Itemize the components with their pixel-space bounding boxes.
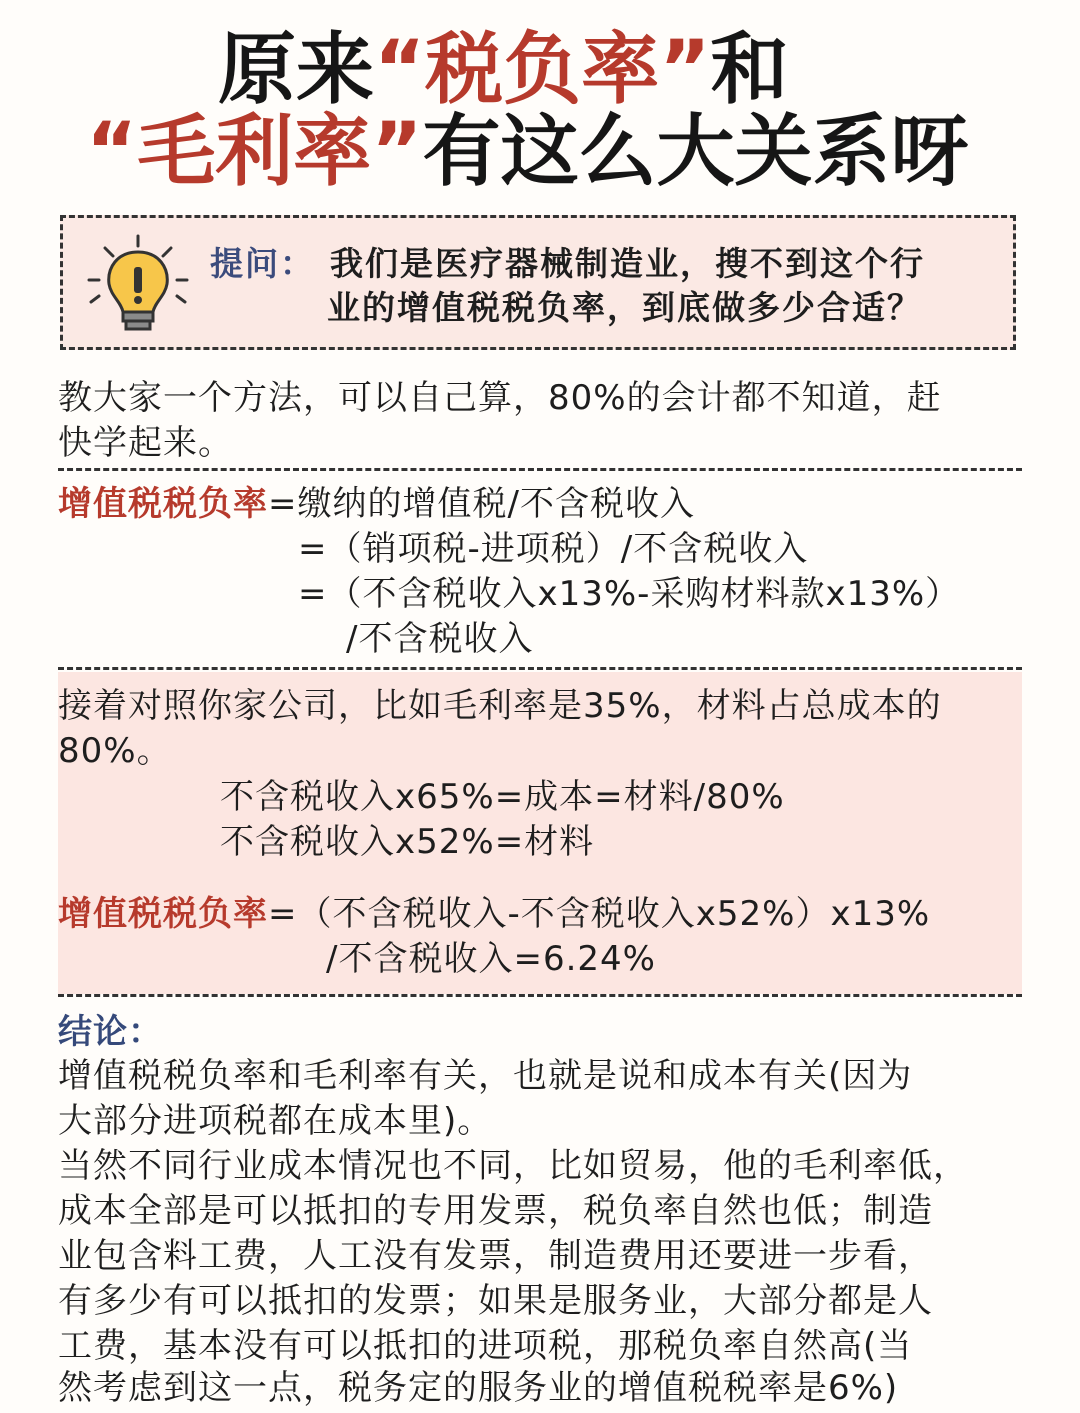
example-line1: 接着对照你家公司，比如毛利率是35%，材料占总成本的: [58, 686, 942, 726]
example-calc1: 不含税收入x65%=成本=材料/80%: [220, 777, 785, 817]
title-highlight: “税负率”: [374, 25, 711, 115]
title-highlight: “毛利率”: [86, 107, 423, 197]
intro-line1: 教大家一个方法，可以自己算，80%的会计都不知道，赶: [58, 378, 942, 418]
question-box: [60, 215, 1016, 350]
question-text-line2: 业的增值税税负率，到底做多少合适？: [327, 288, 922, 327]
example-line2: 80%。: [58, 731, 172, 771]
conclusion-line: 当然不同行业成本情况也不同，比如贸易，他的毛利率低，: [58, 1146, 968, 1186]
formula-label: 增值税税负率: [58, 484, 268, 524]
page-title-line1: [218, 25, 1080, 115]
example-calc2: 不含税收入x52%=材料: [220, 822, 595, 862]
intro-line2: 快学起来。: [58, 423, 233, 463]
lightbulb-icon: [83, 232, 193, 342]
conclusion-line: 大部分进项税都在成本里)。: [58, 1101, 493, 1141]
conclusion-line: 有多少有可以抵扣的发票；如果是服务业，大部分都是人: [58, 1281, 933, 1321]
divider: [58, 468, 1022, 471]
formula-line1: [58, 482, 695, 526]
formula-line2: =（销项税-进项税）/不含税收入: [298, 529, 809, 569]
example-result-line1: [58, 892, 930, 936]
formula-line3: =（不含税收入x13%-采购材料款x13%）: [298, 574, 961, 614]
divider: [58, 994, 1022, 997]
result-label: 增值税税负率: [58, 894, 268, 934]
title-text: 和: [710, 25, 789, 115]
question-label: 提问：: [210, 244, 315, 283]
title-text: 有这么大关系呀: [422, 107, 969, 197]
question-text-line1: 我们是医疗器械制造业，搜不到这个行: [330, 244, 925, 283]
result-text: =（不含税收入-不含税收入x52%）x13%: [268, 894, 931, 934]
example-result-line2: /不含税收入=6.24%: [326, 939, 656, 979]
conclusion-label: 结论：: [58, 1012, 163, 1052]
conclusion-line: 增值税税负率和毛利率有关，也就是说和成本有关(因为: [58, 1056, 913, 1096]
title-text: 原来: [218, 25, 375, 115]
page-title-line2: [86, 107, 1080, 197]
divider: [58, 667, 1022, 670]
formula-line4: /不含税收入: [346, 619, 534, 659]
conclusion-line: 工费，基本没有可以抵扣的进项税，那税负率自然高(当: [58, 1326, 913, 1366]
formula-text: =缴纳的增值税/不含税收入: [268, 484, 695, 524]
conclusion-line: 成本全部是可以抵扣的专用发票，税负率自然也低；制造: [58, 1191, 933, 1231]
conclusion-line: 业包含料工费，人工没有发票，制造费用还要进一步看，: [58, 1236, 933, 1276]
conclusion-line: 然考虑到这一点，税务定的服务业的增值税税率是6%): [58, 1368, 899, 1408]
